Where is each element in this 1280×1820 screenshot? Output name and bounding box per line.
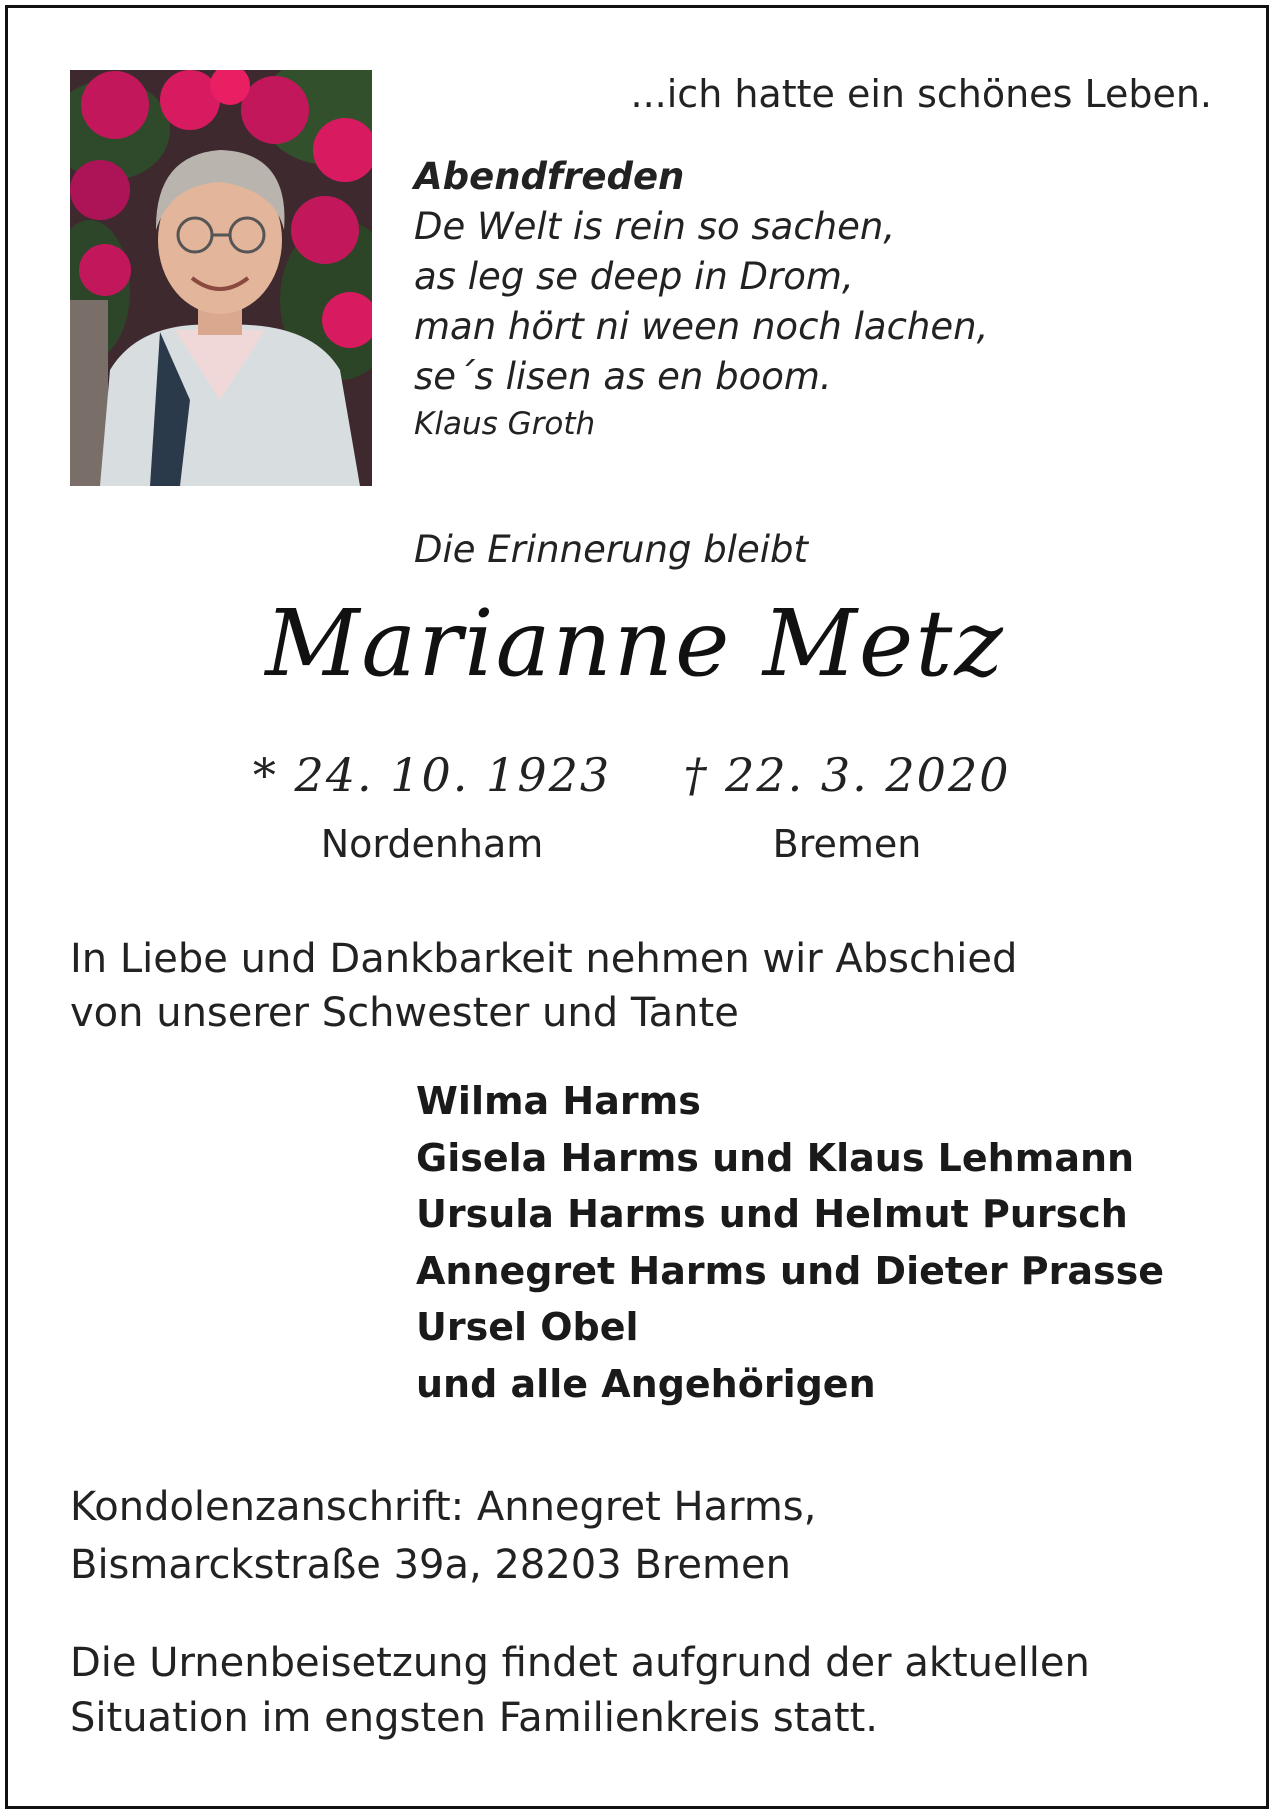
- poem-author: Klaus Groth: [414, 406, 596, 442]
- poem-line: as leg se deep in Drom,: [414, 255, 854, 298]
- poem: [414, 152, 1194, 446]
- mourner: und alle Angehörigen: [416, 1361, 876, 1406]
- death-date: † 22. 3. 2020: [683, 748, 1011, 802]
- farewell-line: von unserer Schwester und Tante: [70, 990, 739, 1036]
- farewell-text: [70, 932, 1210, 1040]
- poem-line: se´s lisen as en boom.: [414, 355, 832, 398]
- motto-quote: ...ich hatte ein schönes Leben.: [630, 72, 1212, 116]
- poem-title: Abendfreden: [414, 155, 685, 198]
- address-line: Bismarckstraße 39a, 28203 Bremen: [70, 1542, 791, 1588]
- mourners-list: [416, 1073, 1236, 1412]
- mourner: Annegret Harms und Dieter Prasse: [416, 1248, 1165, 1293]
- portrait-illustration: [70, 70, 372, 486]
- poem-line: De Welt is rein so sachen,: [414, 205, 896, 248]
- birth-place: Nordenham: [320, 822, 544, 866]
- mourner: Ursel Obel: [416, 1305, 639, 1349]
- mourner: Wilma Harms: [416, 1079, 701, 1123]
- notice-line: Situation im engsten Familienkreis statt.: [70, 1695, 878, 1741]
- birth-info: [212, 748, 652, 866]
- mourner: Gisela Harms und Klaus Lehmann: [416, 1135, 1135, 1180]
- birth-date: * 24. 10. 1923: [252, 748, 612, 802]
- poem-line: man hört ni ween noch lachen,: [414, 305, 989, 348]
- memory-line: Die Erinnerung bleibt: [414, 528, 808, 571]
- portrait-photo: [70, 70, 372, 486]
- notice-line: Die Urnenbeisetzung findet aufgrund der aktuellen: [70, 1640, 1090, 1686]
- address-line: Kondolenzanschrift: Annegret Harms,: [70, 1484, 817, 1530]
- deceased-name: Marianne Metz: [265, 590, 1005, 697]
- farewell-line: In Liebe und Dankbarkeit nehmen wir Abschied: [70, 936, 1018, 982]
- mourner: Ursula Harms und Helmut Pursch: [416, 1192, 1128, 1236]
- condolence-address: [70, 1478, 1210, 1594]
- death-place: Bremen: [772, 822, 922, 866]
- death-info: [627, 748, 1067, 866]
- burial-notice: [70, 1636, 1220, 1746]
